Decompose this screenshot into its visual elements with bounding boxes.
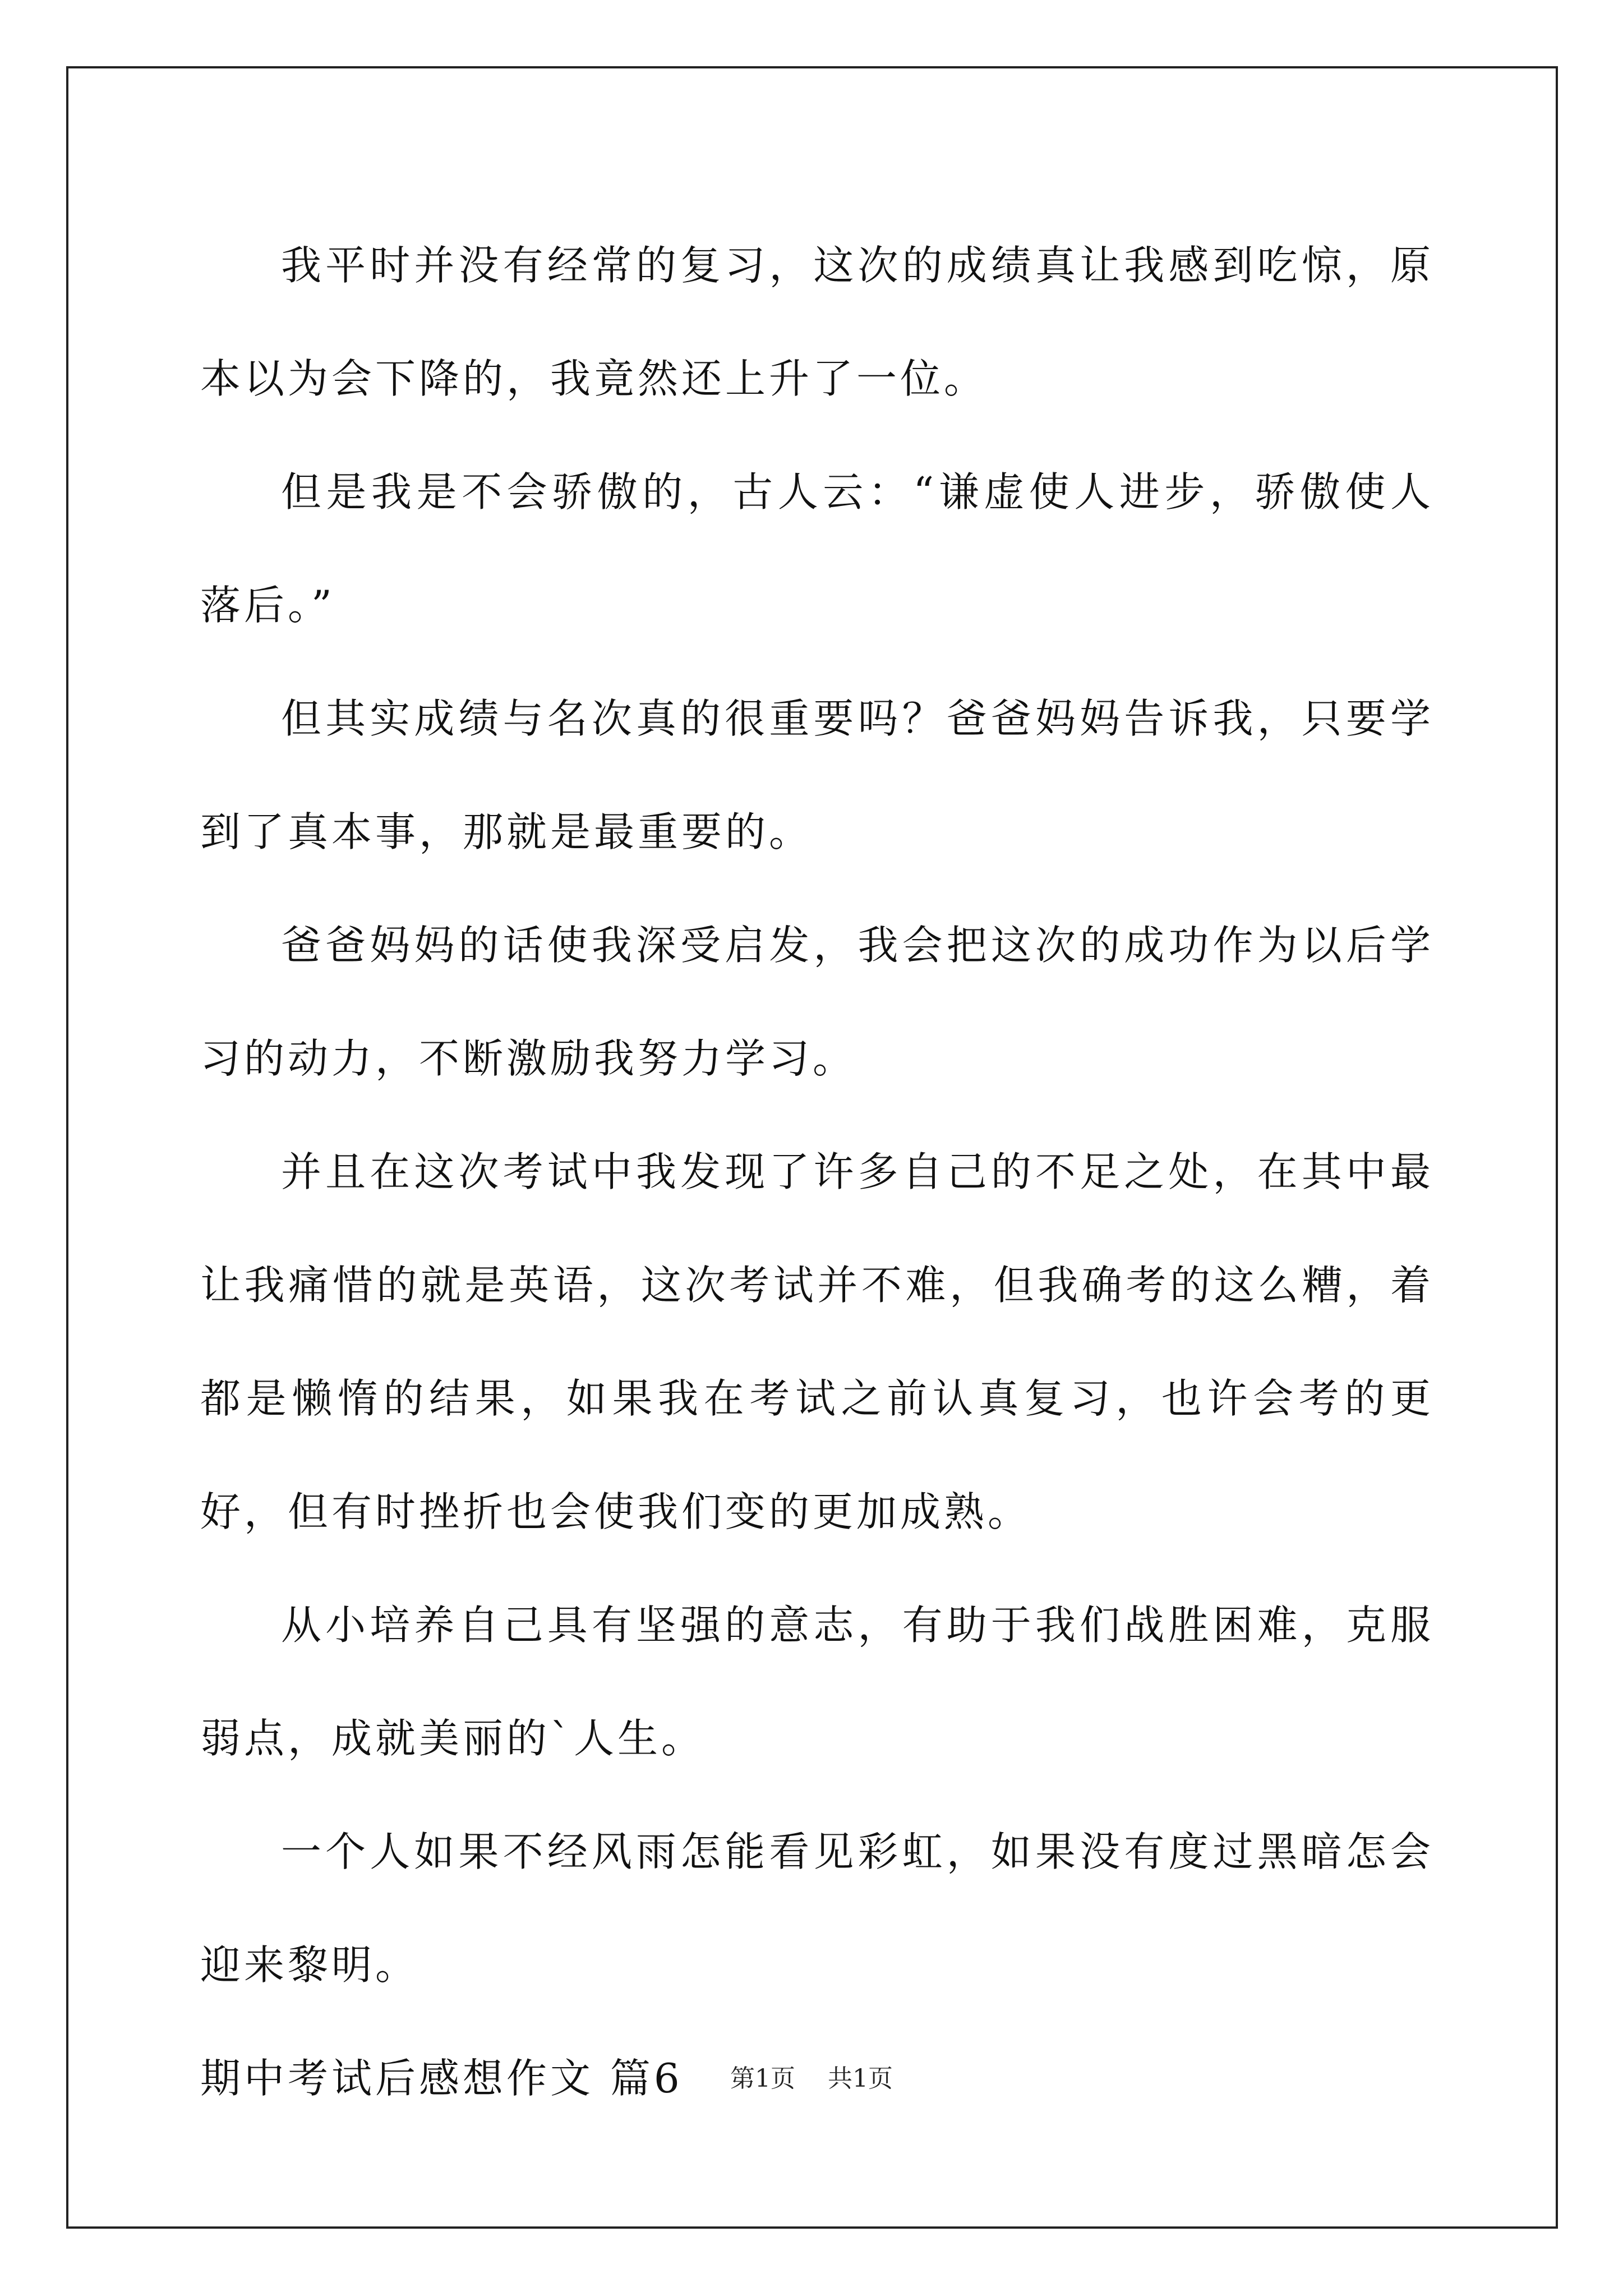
paragraph-7: 一个人如果不经风雨怎能看见彩虹，如果没有度过黑暗怎会迎来黎明。 — [200, 1828, 1434, 1989]
paragraph-5: 并且在这次考试中我发现了许多自己的不足之处，在其中最让我痛惜的就是英语，这次考试并不难，但我确考的这么糟，着都是懒惰的结果，如果我在考试之前认真复习，也许会考的更好，但有时挫折也会使我们变的更加成熟。 — [200, 1148, 1434, 1535]
document-body — [200, 209, 1434, 2135]
paragraph-3: 但其实成绩与名次真的很重要吗？爸爸妈妈告诉我，只要学到了真本事，那就是最重要的。 — [200, 695, 1434, 855]
section-heading: 期中考试后感想作文 篇6 — [200, 2055, 683, 2102]
paragraph-4: 爸爸妈妈的话使我深受启发，我会把这次的成功作为以后学习的动力，不断激励我努力学习。 — [200, 922, 1434, 1082]
paragraph-6: 从小培养自己具有坚强的意志，有助于我们战胜困难，克服弱点，成就美丽的`人生。 — [200, 1602, 1434, 1762]
paragraph-1: 我平时并没有经常的复习，这次的成绩真让我感到吃惊，原本以为会下降的，我竟然还上升了一位。 — [200, 242, 1434, 402]
page-footer — [0, 2062, 1623, 2096]
paragraph-2: 但是我是不会骄傲的，古人云：“谦虚使人进步，骄傲使人落后。” — [200, 468, 1434, 629]
page-number-current: 第1页 — [730, 2064, 795, 2093]
page-number-total: 共1页 — [828, 2064, 893, 2093]
